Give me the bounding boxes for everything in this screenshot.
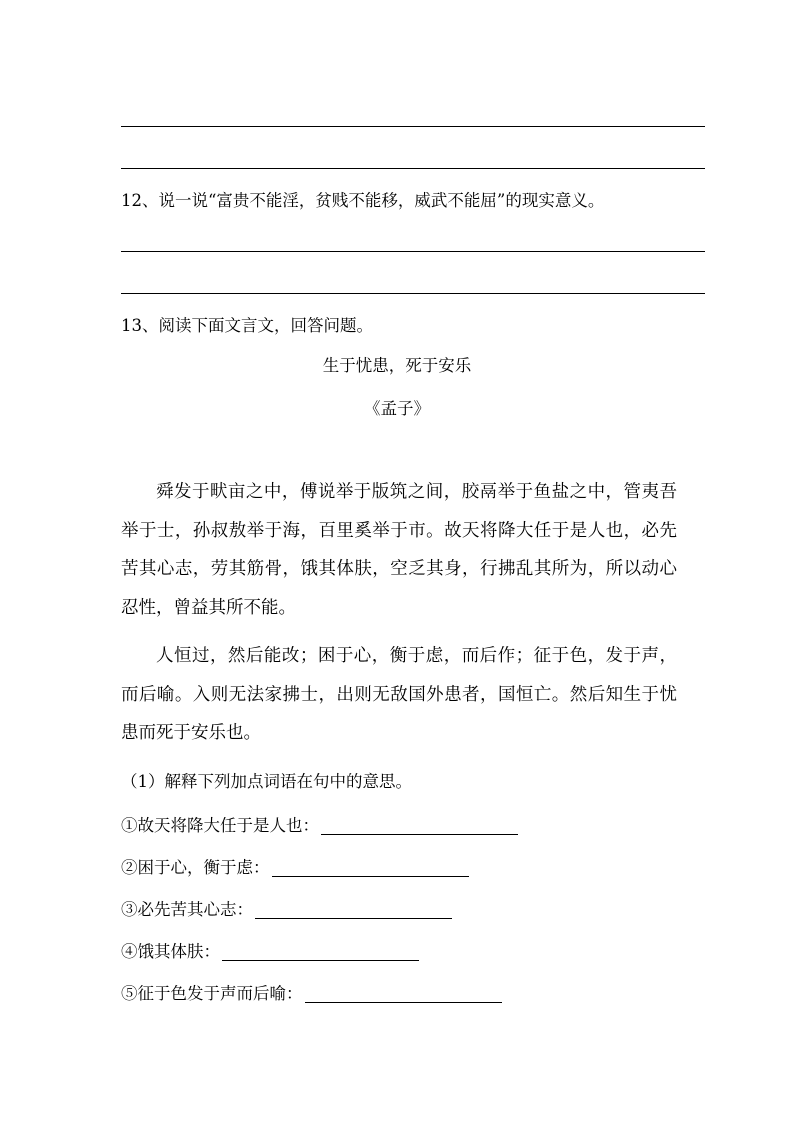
passage-author: 《孟子》 — [364, 399, 430, 418]
answer-blank[interactable] — [272, 876, 469, 877]
answer-blank[interactable] — [321, 834, 518, 835]
answer-line-q11-2[interactable] — [121, 168, 705, 169]
vocab-item-1 — [121, 815, 518, 837]
answer-line-q11-1[interactable] — [121, 126, 705, 127]
sub-question-1-prompt: （1）解释下列加点词语在句中的意思。 — [121, 772, 412, 791]
passage-paragraph-2: 人恒过，然后能改；困于心，衡于虑，而后作；征于色，发于声，而后喻。入则无法家拂士，出则无敌国外患者，国恒亡。然后知生于忧患而死于安乐也。 — [121, 646, 677, 743]
passage-paragraph-1: 舜发于畎亩之中，傅说举于版筑之间，胶鬲举于鱼盐之中，管夷吾举于士，孙叔敖举于海，百里奚举于市。故天将降大任于是人也，必先苦其心志，劳其筋骨，饿其体肤，空乏其身，行拂乱其所为，所以动心忍性，曾益其所不能。 — [121, 482, 677, 618]
answer-blank[interactable] — [222, 960, 419, 961]
vocab-item-3 — [121, 899, 452, 921]
vocab-item-4 — [121, 941, 419, 963]
vocab-item-label: ②困于心，衡于虑： — [121, 858, 270, 877]
question-12: 12、说一说“富贵不能淫，贫贱不能移，威武不能屈”的现实意义。 — [121, 191, 605, 210]
vocab-item-label: ③必先苦其心志： — [121, 900, 253, 919]
answer-blank[interactable] — [305, 1002, 502, 1003]
vocab-item-2 — [121, 857, 469, 879]
passage-title: 生于忧患，死于安乐 — [322, 356, 472, 375]
vocab-item-label: ④饿其体肤： — [121, 942, 220, 961]
vocab-item-5 — [121, 983, 502, 1005]
answer-line-q12-2[interactable] — [121, 293, 705, 294]
answer-blank[interactable] — [255, 918, 452, 919]
question-13-intro: 13、阅读下面文言文，回答问题。 — [121, 316, 373, 335]
answer-line-q12-1[interactable] — [121, 251, 705, 252]
vocab-item-label: ⑤征于色发于声而后喻： — [121, 984, 303, 1003]
vocab-item-label: ①故天将降大任于是人也： — [121, 816, 319, 835]
